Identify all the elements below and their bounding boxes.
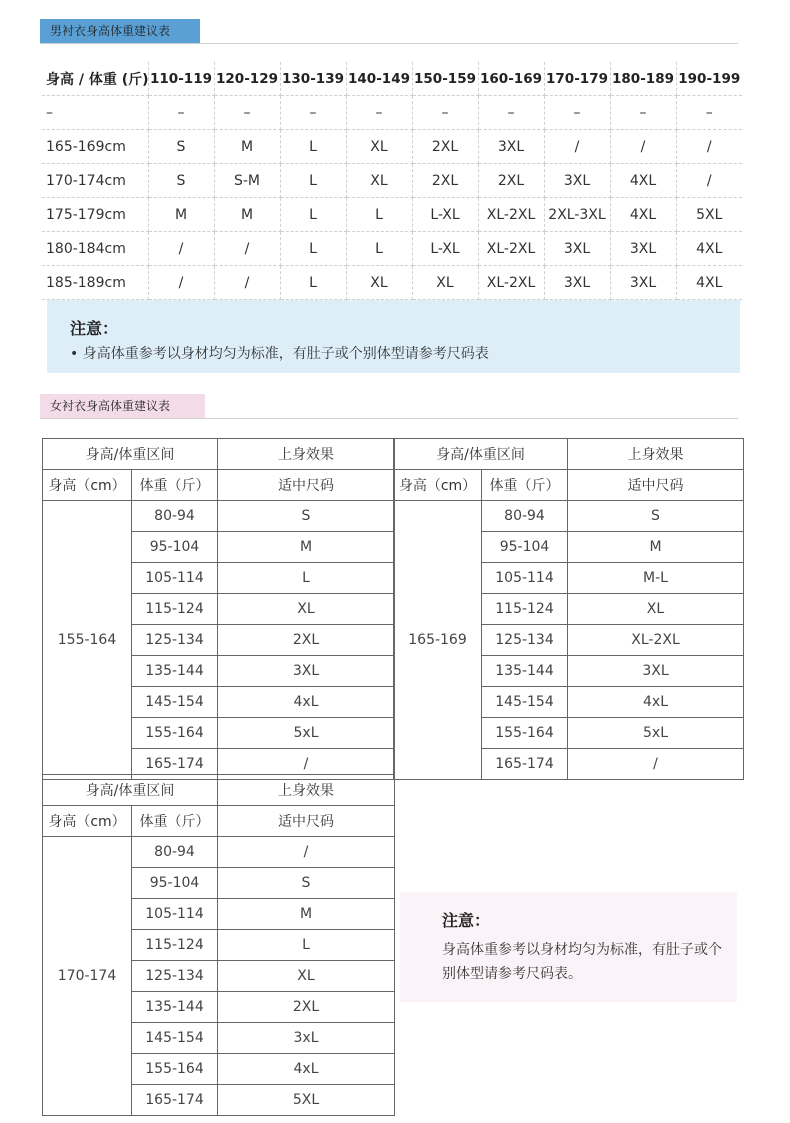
women-weight-cell: 165-174 [132, 749, 218, 780]
men-size-cell: 4XL [610, 198, 676, 232]
men-header-cell: 身高 / 体重 (斤) [42, 62, 148, 96]
women-weight-cell: 105-114 [132, 563, 218, 594]
women-table-row [43, 837, 395, 868]
women-table-row [394, 501, 744, 532]
women-weight-cell: 155-164 [132, 718, 218, 749]
women-subheader-row [394, 470, 744, 501]
women-header-row [43, 439, 395, 470]
men-size-cell: / [676, 164, 742, 198]
women-note-title: 注意： [442, 911, 491, 930]
header-size-cell: 适中尺码 [218, 470, 395, 501]
men-size-cell: M [214, 198, 280, 232]
men-note-title: 注意： [70, 319, 119, 338]
men-size-cell: 4XL [610, 164, 676, 198]
men-size-cell: – [676, 96, 742, 130]
men-size-cell: – [412, 96, 478, 130]
men-size-cell: / [610, 130, 676, 164]
men-header-cell: 190-199 [676, 62, 742, 96]
women-weight-cell: 115-124 [482, 594, 568, 625]
women-size-table-155-164 [42, 438, 395, 780]
women-weight-cell: 135-144 [132, 656, 218, 687]
men-header-cell: 130-139 [280, 62, 346, 96]
men-size-cell: XL [346, 164, 412, 198]
women-height-range-cell: 170-174 [43, 837, 132, 1116]
men-size-cell: / [676, 130, 742, 164]
men-size-table [42, 62, 742, 300]
men-height-cell: 165-169cm [42, 130, 148, 164]
women-weight-cell: 155-164 [482, 718, 568, 749]
men-size-cell: 2XL-3XL [544, 198, 610, 232]
women-header-row [394, 439, 744, 470]
women-size-cell: 4xL [218, 1054, 395, 1085]
men-table-row [42, 130, 742, 164]
men-size-cell: – [610, 96, 676, 130]
men-size-cell: XL-2XL [478, 232, 544, 266]
header-weight-cell: 体重（斤） [132, 470, 218, 501]
women-weight-cell: 95-104 [482, 532, 568, 563]
header-range-cell: 身高/体重区间 [43, 439, 218, 470]
women-height-range-cell: 155-164 [43, 501, 132, 780]
men-size-cell: 3XL [610, 232, 676, 266]
women-weight-cell: 145-154 [482, 687, 568, 718]
header-range-cell: 身高/体重区间 [394, 439, 568, 470]
women-table-row [43, 501, 395, 532]
men-size-cell: S-M [214, 164, 280, 198]
women-weight-cell: 80-94 [482, 501, 568, 532]
women-weight-cell: 155-164 [132, 1054, 218, 1085]
header-effect-cell: 上身效果 [218, 775, 395, 806]
women-note-body: 身高体重参考以身材均匀为标准，有肚子或个别体型请参考尺码表。 [442, 942, 722, 982]
women-size-cell: 2XL [218, 625, 395, 656]
men-size-cell: XL [412, 266, 478, 300]
men-size-cell: 3XL [544, 232, 610, 266]
women-size-cell: M-L [568, 563, 744, 594]
men-size-chart-tag: 男衬衣身高体重建议表 [40, 19, 200, 43]
header-height-cell: 身高（cm） [43, 806, 132, 837]
women-subheader-row [43, 806, 395, 837]
women-size-cell: 3XL [218, 656, 395, 687]
women-weight-cell: 145-154 [132, 1023, 218, 1054]
women-size-cell: 5xL [568, 718, 744, 749]
women-weight-cell: 80-94 [132, 837, 218, 868]
men-size-cell: M [214, 130, 280, 164]
men-note [47, 300, 740, 373]
women-size-cell: / [568, 749, 744, 780]
women-weight-cell: 165-174 [482, 749, 568, 780]
header-size-cell: 适中尺码 [218, 806, 395, 837]
men-header-cell: 170-179 [544, 62, 610, 96]
women-size-cell: 5XL [218, 1085, 395, 1116]
men-size-cell: 3XL [478, 130, 544, 164]
men-size-cell: – [280, 96, 346, 130]
women-size-cell: 3XL [568, 656, 744, 687]
women-header-row [43, 775, 395, 806]
women-height-range-cell: 165-169 [394, 501, 482, 780]
header-height-cell: 身高（cm） [43, 470, 132, 501]
women-weight-cell: 95-104 [132, 532, 218, 563]
header-weight-cell: 体重（斤） [132, 806, 218, 837]
women-subheader-row [43, 470, 395, 501]
men-height-cell: 175-179cm [42, 198, 148, 232]
women-size-table-170-174 [42, 774, 395, 1116]
women-size-cell: L [218, 563, 395, 594]
header-effect-cell: 上身效果 [568, 439, 744, 470]
men-table-row [42, 164, 742, 198]
men-size-cell: – [214, 96, 280, 130]
women-size-cell: S [218, 501, 395, 532]
men-size-cell: XL [346, 266, 412, 300]
men-size-cell: XL-2XL [478, 198, 544, 232]
women-size-cell: S [218, 868, 395, 899]
men-header-cell: 180-189 [610, 62, 676, 96]
men-size-cell: L [280, 232, 346, 266]
men-height-cell: – [42, 96, 148, 130]
women-weight-cell: 135-144 [132, 992, 218, 1023]
men-size-cell: / [214, 266, 280, 300]
men-size-cell: / [544, 130, 610, 164]
women-size-cell: S [568, 501, 744, 532]
men-size-cell: 3XL [610, 266, 676, 300]
women-weight-cell: 125-134 [482, 625, 568, 656]
women-size-cell: XL [218, 961, 395, 992]
women-size-cell: 5xL [218, 718, 395, 749]
women-weight-cell: 105-114 [132, 899, 218, 930]
women-size-cell: XL-2XL [568, 625, 744, 656]
women-size-chart-tag: 女衬衣身高体重建议表 [40, 394, 205, 418]
women-weight-cell: 95-104 [132, 868, 218, 899]
women-size-cell: L [218, 930, 395, 961]
men-size-cell: L [280, 266, 346, 300]
women-size-cell: M [218, 532, 395, 563]
men-height-cell: 185-189cm [42, 266, 148, 300]
men-size-cell: L [346, 198, 412, 232]
men-header-cell: 120-129 [214, 62, 280, 96]
men-size-cell: 4XL [676, 266, 742, 300]
men-size-cell: L [280, 198, 346, 232]
men-table-row [42, 96, 742, 130]
women-size-cell: 2XL [218, 992, 395, 1023]
men-height-cell: 180-184cm [42, 232, 148, 266]
men-size-cell: L [346, 232, 412, 266]
men-size-cell: 2XL [412, 164, 478, 198]
women-size-cell: XL [568, 594, 744, 625]
men-header-cell: 140-149 [346, 62, 412, 96]
header-size-cell: 适中尺码 [568, 470, 744, 501]
men-divider [40, 43, 738, 44]
men-size-cell: L-XL [412, 198, 478, 232]
header-effect-cell: 上身效果 [218, 439, 395, 470]
women-weight-cell: 80-94 [132, 501, 218, 532]
women-size-cell: M [568, 532, 744, 563]
men-size-cell: S [148, 130, 214, 164]
men-size-cell: M [148, 198, 214, 232]
men-size-cell: 3XL [544, 164, 610, 198]
men-table-row [42, 232, 742, 266]
men-size-cell: – [346, 96, 412, 130]
men-size-cell: L-XL [412, 232, 478, 266]
men-table-row [42, 198, 742, 232]
men-size-cell: / [148, 266, 214, 300]
women-weight-cell: 135-144 [482, 656, 568, 687]
men-size-cell: 4XL [676, 232, 742, 266]
men-height-cell: 170-174cm [42, 164, 148, 198]
men-header-cell: 160-169 [478, 62, 544, 96]
women-weight-cell: 105-114 [482, 563, 568, 594]
men-size-cell: 2XL [412, 130, 478, 164]
women-divider [40, 418, 738, 419]
women-weight-cell: 115-124 [132, 594, 218, 625]
men-size-cell: XL-2XL [478, 266, 544, 300]
men-size-cell: / [214, 232, 280, 266]
men-header-cell: 150-159 [412, 62, 478, 96]
men-table-row [42, 266, 742, 300]
men-size-cell: – [478, 96, 544, 130]
men-size-cell: – [544, 96, 610, 130]
women-size-cell: 4xL [218, 687, 395, 718]
women-size-cell: / [218, 749, 395, 780]
men-size-cell: 5XL [676, 198, 742, 232]
men-size-cell: L [280, 164, 346, 198]
women-weight-cell: 145-154 [132, 687, 218, 718]
women-weight-cell: 125-134 [132, 961, 218, 992]
women-size-table-165-169 [393, 438, 744, 780]
men-table-header [42, 62, 742, 96]
women-weight-cell: 165-174 [132, 1085, 218, 1116]
women-weight-cell: 115-124 [132, 930, 218, 961]
women-size-cell: M [218, 899, 395, 930]
men-header-cell: 110-119 [148, 62, 214, 96]
women-size-cell: 3xL [218, 1023, 395, 1054]
women-size-cell: / [218, 837, 395, 868]
men-size-cell: / [148, 232, 214, 266]
men-note-body: • 身高体重参考以身材均匀为标准，有肚子或个别体型请参考尺码表 [70, 346, 489, 362]
women-weight-cell: 125-134 [132, 625, 218, 656]
women-size-cell: 4xL [568, 687, 744, 718]
men-size-cell: 3XL [544, 266, 610, 300]
men-size-cell: S [148, 164, 214, 198]
header-range-cell: 身高/体重区间 [43, 775, 218, 806]
header-weight-cell: 体重（斤） [482, 470, 568, 501]
men-size-cell: L [280, 130, 346, 164]
header-height-cell: 身高（cm） [394, 470, 482, 501]
men-size-cell: 2XL [478, 164, 544, 198]
men-size-cell: XL [346, 130, 412, 164]
women-note [400, 892, 737, 1002]
men-size-cell: – [148, 96, 214, 130]
women-size-cell: XL [218, 594, 395, 625]
